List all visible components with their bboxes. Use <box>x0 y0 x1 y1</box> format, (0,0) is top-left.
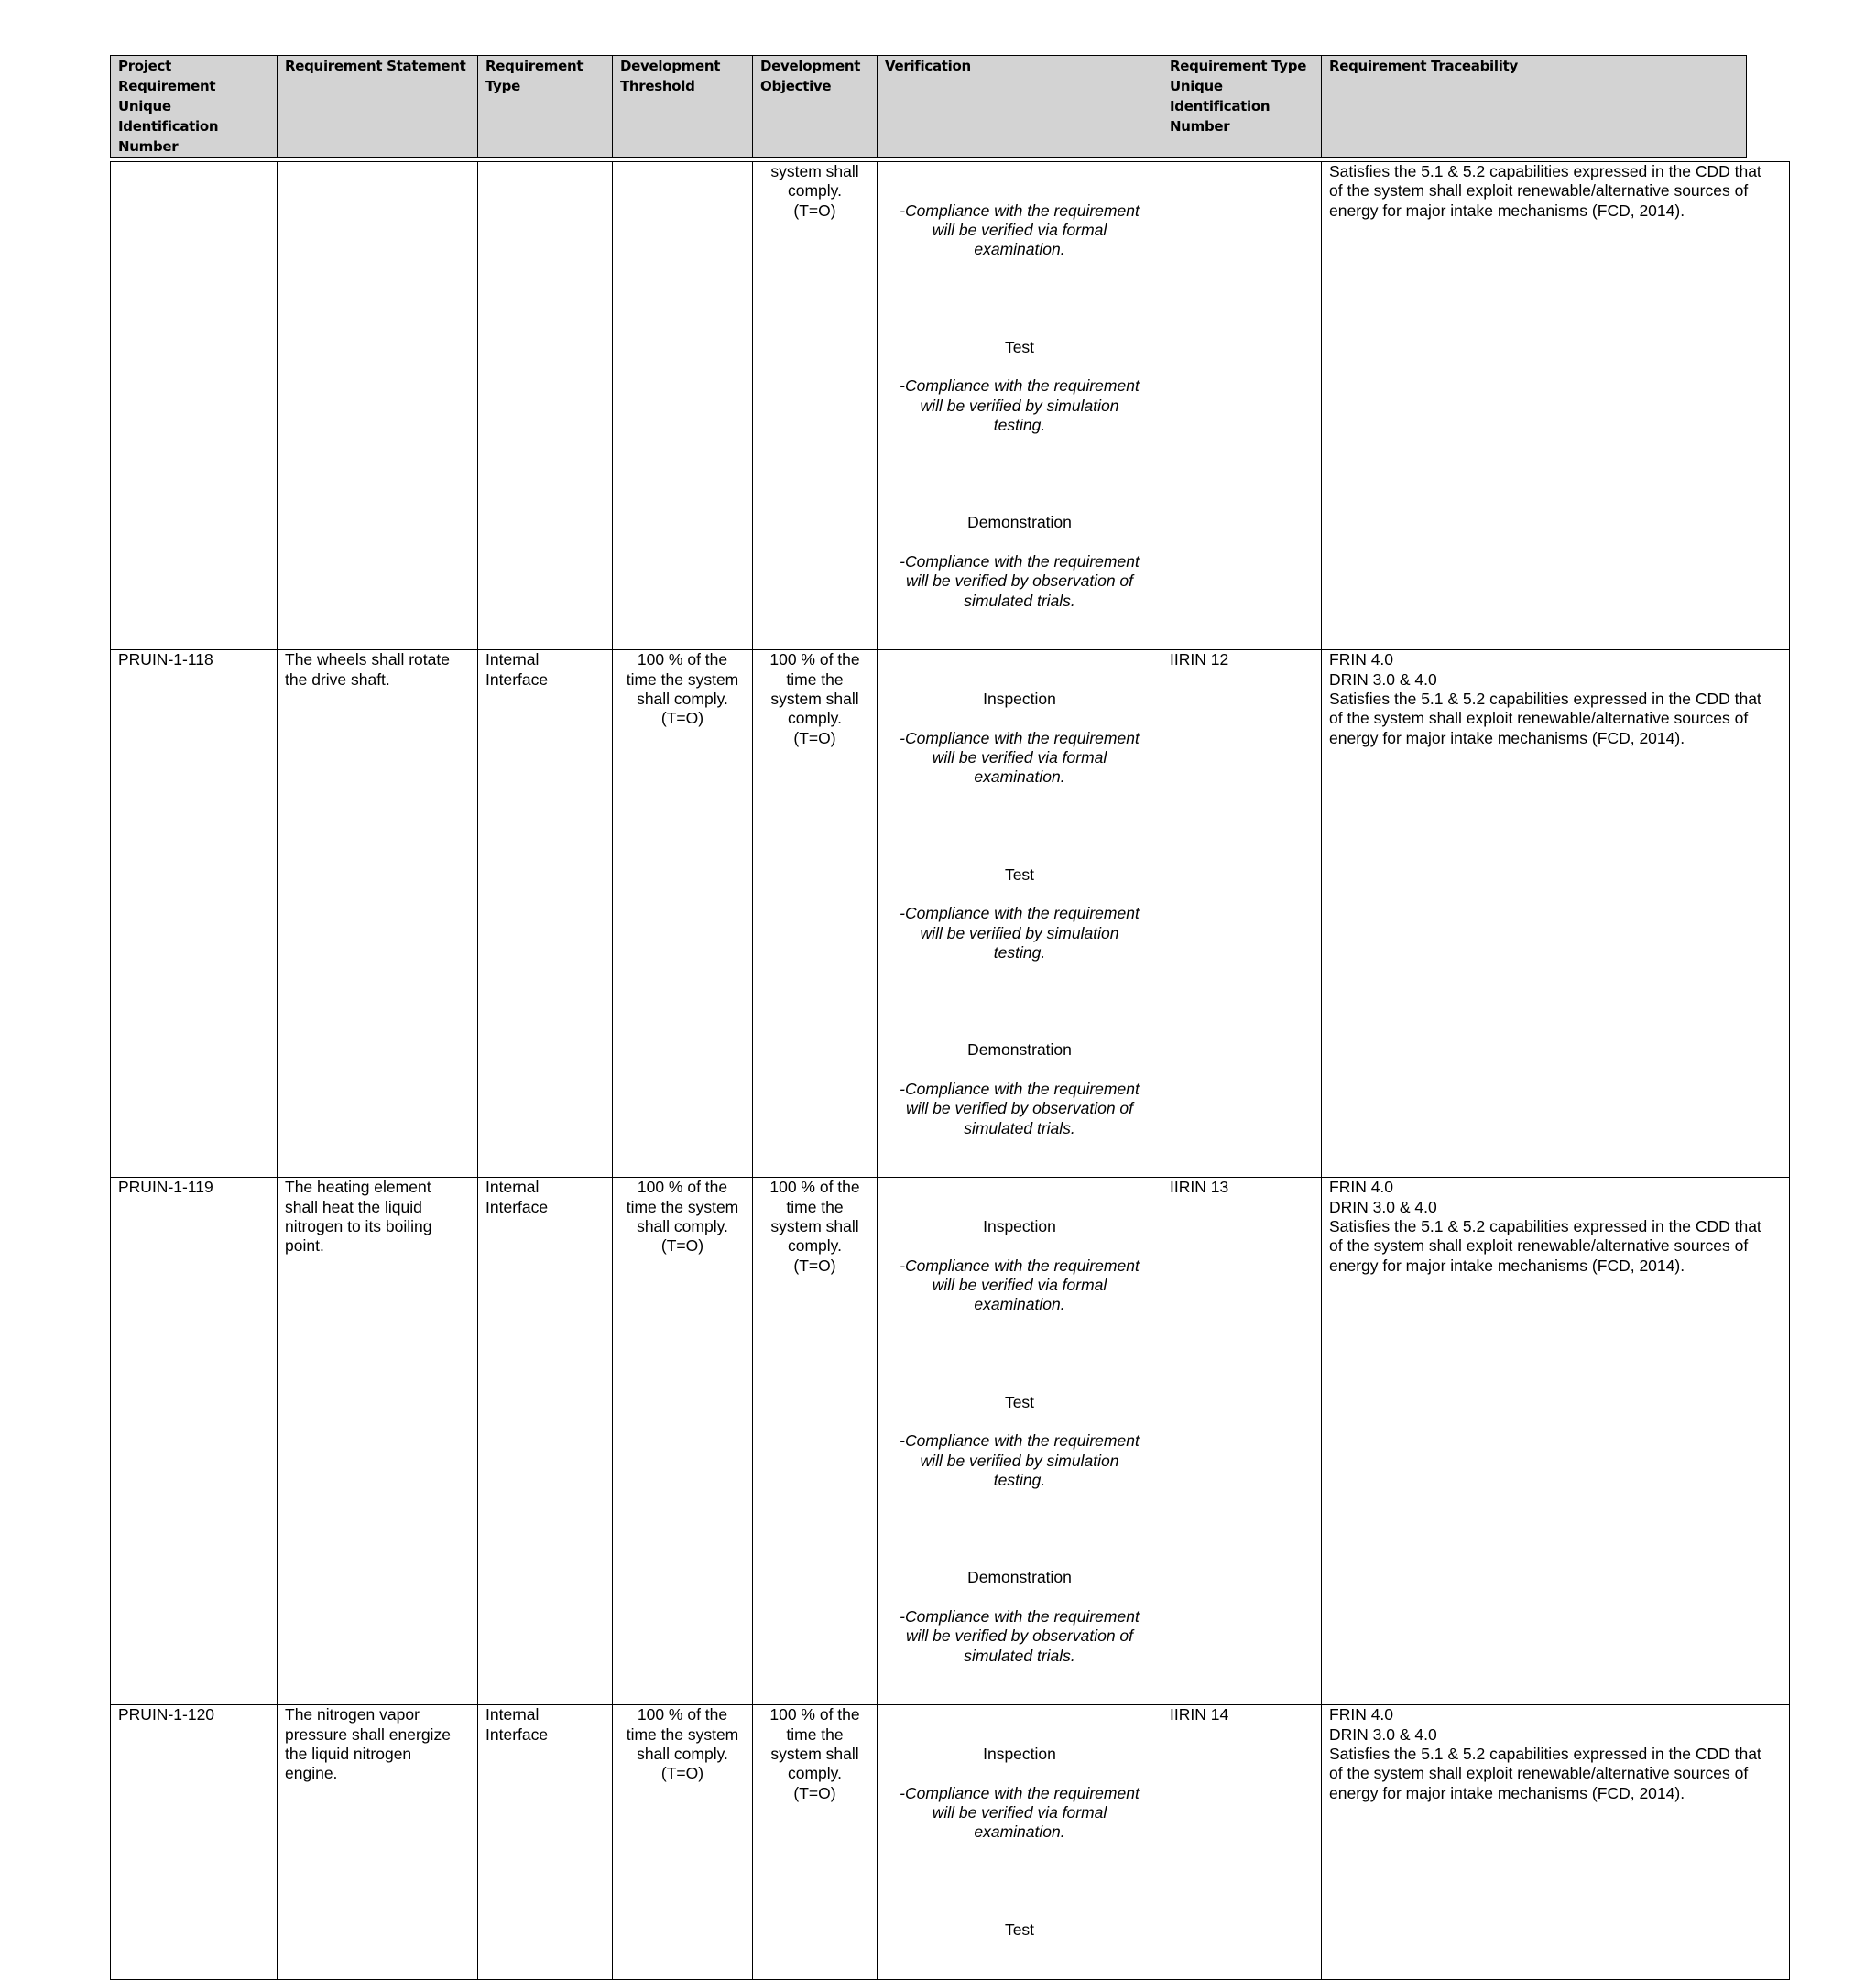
verification-inspection-block <box>885 1725 1154 1862</box>
requirements-body-table <box>110 161 1790 1980</box>
table-row <box>111 162 1790 650</box>
requirement-traceability-cell: Satisfies the 5.1 & 5.2 capabilities expressed in the CDD that of the system shall exploit renewable/alternative sources of energy for major intake mechanisms (FCD, 2014). <box>1322 162 1790 650</box>
table-row <box>111 1178 1790 1705</box>
verification-inspection-desc: -Compliance with the requirement will be verified via formal examination. <box>900 1783 1140 1842</box>
header-requirement-type-id: Requirement Type Unique Identification Number <box>1162 56 1322 158</box>
verification-test-block <box>885 845 1154 982</box>
verification-inspection-block <box>885 181 1154 278</box>
requirement-type-id-cell <box>1162 162 1322 650</box>
requirement-id-cell: PRUIN-1-119 <box>111 1178 278 1705</box>
development-objective-cell: 100 % of the time the system shall comply. (T=O) <box>753 1178 878 1705</box>
requirement-type-id-cell: IIRIN 13 <box>1162 1178 1322 1705</box>
verification-test-label: Test <box>1004 1920 1035 1939</box>
development-threshold-cell: 100 % of the time the system shall comply. (T=O) <box>613 1705 753 1979</box>
verification-demonstration-block <box>885 1021 1154 1158</box>
development-objective-cell: 100 % of the time the system shall comply. (T=O) <box>753 650 878 1178</box>
table-row <box>111 650 1790 1178</box>
development-objective-cell: system shall comply. (T=O) <box>753 162 878 650</box>
header-development-objective: Development Objective <box>753 56 878 158</box>
verification-test-block <box>885 1900 1154 1959</box>
development-threshold-cell <box>613 162 753 650</box>
requirement-type-cell <box>478 162 613 650</box>
requirement-id-cell: PRUIN-1-118 <box>111 650 278 1178</box>
verification-test-desc: -Compliance with the requirement will be verified by simulation testing. <box>900 1431 1140 1489</box>
requirement-type-id-cell: IIRIN 12 <box>1162 650 1322 1178</box>
header-requirement-type: Requirement Type <box>478 56 613 158</box>
verification-cell <box>878 650 1162 1178</box>
verification-inspection-desc: -Compliance with the requirement will be verified via formal examination. <box>900 1256 1140 1314</box>
verification-inspection-block <box>885 1198 1154 1334</box>
verification-inspection-label: Inspection <box>983 1217 1056 1236</box>
verification-demonstration-label: Demonstration <box>967 513 1072 532</box>
verification-demonstration-desc: -Compliance with the requirement will be verified by observation of simulated trials. <box>900 551 1140 610</box>
requirement-id-cell <box>111 162 278 650</box>
verification-inspection-label: Inspection <box>983 1745 1056 1764</box>
verification-cell <box>878 162 1162 650</box>
verification-cell <box>878 1178 1162 1705</box>
header-row <box>111 56 1747 158</box>
verification-cell <box>878 1705 1162 1979</box>
verification-demonstration-label: Demonstration <box>967 1568 1072 1587</box>
requirement-id-cell: PRUIN-1-120 <box>111 1705 278 1979</box>
requirement-type-cell: Internal Interface <box>478 1705 613 1979</box>
verification-inspection-block <box>885 670 1154 807</box>
verification-inspection-desc: -Compliance with the requirement will be verified via formal examination. <box>900 728 1140 787</box>
header-requirement-traceability: Requirement Traceability <box>1322 56 1747 158</box>
requirement-type-id-cell: IIRIN 14 <box>1162 1705 1322 1979</box>
verification-demonstration-label: Demonstration <box>967 1040 1072 1060</box>
requirements-header-table <box>110 55 1747 158</box>
development-threshold-cell: 100 % of the time the system shall comply. (T=O) <box>613 650 753 1178</box>
verification-test-desc: -Compliance with the requirement will be verified by simulation testing. <box>900 376 1140 434</box>
verification-demonstration-block <box>885 494 1154 630</box>
verification-demonstration-desc: -Compliance with the requirement will be verified by observation of simulated trials. <box>900 1606 1140 1665</box>
header-project-requirement-id: Project Requirement Unique Identification Number <box>111 56 278 158</box>
verification-test-block <box>885 1373 1154 1509</box>
development-threshold-cell: 100 % of the time the system shall comply. (T=O) <box>613 1178 753 1705</box>
verification-test-label: Test <box>1004 1392 1035 1411</box>
requirement-statement-cell <box>278 162 478 650</box>
verification-test-label: Test <box>1004 865 1035 884</box>
requirement-statement-cell: The heating element shall heat the liquid nitrogen to its boiling point. <box>278 1178 478 1705</box>
verification-demonstration-block <box>885 1549 1154 1685</box>
header-development-threshold: Development Threshold <box>613 56 753 158</box>
requirement-statement-cell: The nitrogen vapor pressure shall energize the liquid nitrogen engine. <box>278 1705 478 1979</box>
requirement-type-cell: Internal Interface <box>478 1178 613 1705</box>
requirement-traceability-cell: FRIN 4.0 DRIN 3.0 & 4.0 Satisfies the 5.1 & 5.2 capabilities expressed in the CDD that of the system shall exploit renewable/alternative sources of energy for major intake mechanisms (FCD, 2014). <box>1322 1705 1790 1979</box>
verification-demonstration-desc: -Compliance with the requirement will be verified by observation of simulated trials. <box>900 1079 1140 1137</box>
requirement-statement-cell: The wheels shall rotate the drive shaft. <box>278 650 478 1178</box>
header-requirement-statement: Requirement Statement <box>278 56 478 158</box>
verification-test-block <box>885 318 1154 454</box>
table-row <box>111 1705 1790 1979</box>
header-verification: Verification <box>878 56 1162 158</box>
requirement-traceability-cell: FRIN 4.0 DRIN 3.0 & 4.0 Satisfies the 5.1 & 5.2 capabilities expressed in the CDD that of the system shall exploit renewable/alternative sources of energy for major intake mechanisms (FCD, 2014). <box>1322 1178 1790 1705</box>
verification-test-desc: -Compliance with the requirement will be verified by simulation testing. <box>900 904 1140 962</box>
verification-test-label: Test <box>1004 337 1035 356</box>
development-objective-cell: 100 % of the time the system shall comply. (T=O) <box>753 1705 878 1979</box>
verification-inspection-desc: -Compliance with the requirement will be verified via formal examination. <box>900 201 1140 259</box>
requirement-type-cell: Internal Interface <box>478 650 613 1178</box>
requirement-traceability-cell: FRIN 4.0 DRIN 3.0 & 4.0 Satisfies the 5.1 & 5.2 capabilities expressed in the CDD that of the system shall exploit renewable/alternative sources of energy for major intake mechanisms (FCD, 2014). <box>1322 650 1790 1178</box>
verification-inspection-label: Inspection <box>983 690 1056 709</box>
